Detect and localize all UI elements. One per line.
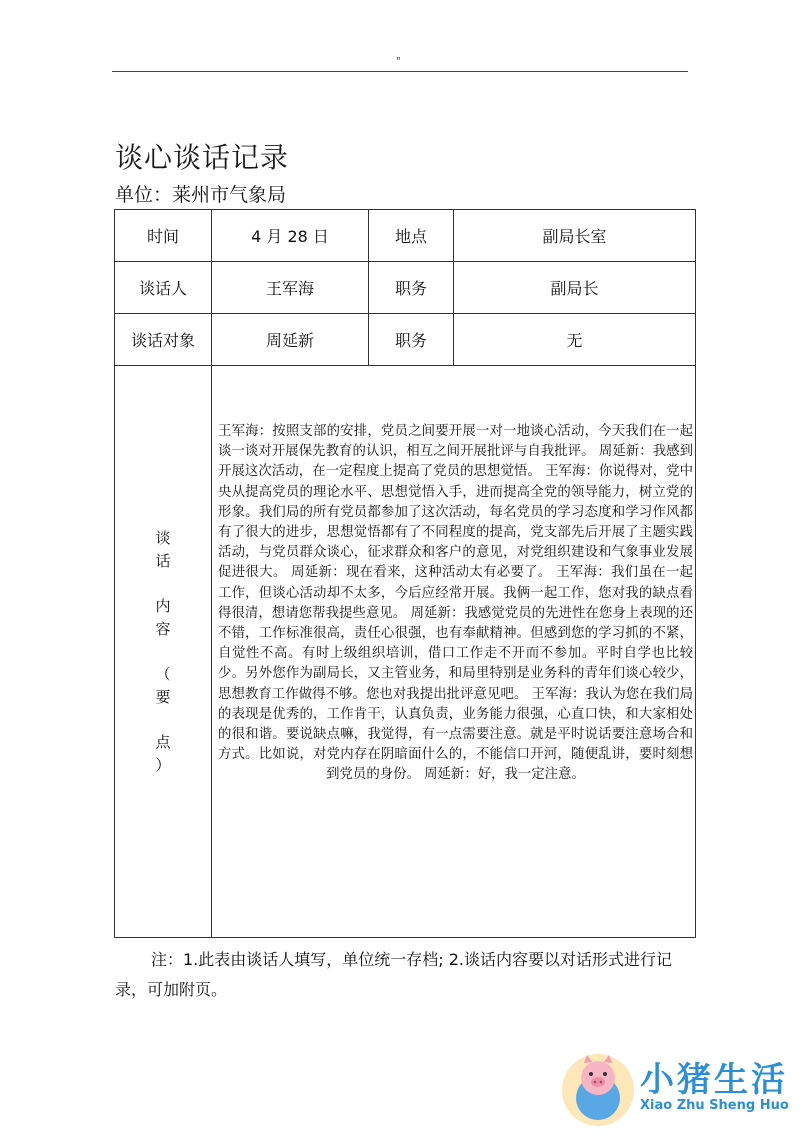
header-mark: " [396, 56, 401, 67]
content-label-cell [115, 366, 212, 938]
record-table [114, 209, 696, 938]
content-label-char: （ [155, 664, 171, 683]
content-label-char: 谈 [155, 528, 171, 547]
logo-text: 小猪生活 [640, 1060, 788, 1100]
target-label: 谈话对象 [115, 314, 212, 366]
content-text: 王军海：按照支部的安排，党员之间要开展一对一地谈心活动，今天我们在一起谈一谈对开展保先教育的认识，相互之间开展批评与自我批评。 周延新：我感到开展这次活动，在一定程度上提高了党员的思想觉悟。 王军海：你说得对，党中央从提高党员的理论水平、思想觉悟入手，进而提高全党的领导能力，树立党的形象。我们局的所有党员都参加了这次活动，每名党员的学习态度和学习作风都有了很大的进步，思想觉悟都有了不同程度的提高，党支部先后开展了主题实践活动，与党员群众谈心，征求群众和客户的意见，对党组织建设和气象事业发展促进很大。 周延新：现在看来，这种活动太有必要了。 王军海：我们虽在一起工作，但谈心活动却不太多，今后应经常开展。我俩一起工作，您对我的缺点看得很清，想请您帮我提些意见。 周延新：我感觉党员的先进性在您身上表现的还不错，工作标准很高，责任心很强，也有奉献精神。但感到您的学习抓的不紧，自觉性不高。有时上级组织培训，借口工作走不开而不参加。平时自学也比较少。另外您作为副局长，又主管业务，和局里特别是业务科的青年们谈心较少，思想教育工作做得不够。您也对我提出批评意见吧。 王军海：我认为您在我们局的表现是优秀的，工作肯干，认真负责，业务能力很强，心直口快，和大家相处的很和谐。要说缺点嘛，我觉得，有一点需要注意。就是平时说话要注意场合和方式。比如说，对党内存在阴暗面什么的，不能信口开河，随便乱讲，要时刻想到党员的身份。 周延新：好，我一定注意。 [218, 424, 693, 783]
talker-label: 谈话人 [115, 262, 212, 314]
target-value: 周延新 [212, 314, 369, 366]
table-row-content [115, 366, 696, 938]
table-row-time [115, 210, 696, 262]
place-value: 副局长室 [454, 210, 696, 262]
brand-logo [560, 1046, 800, 1132]
content-label [115, 528, 211, 774]
content-cell [212, 366, 696, 938]
place-label: 地点 [369, 210, 454, 262]
pig-mascot-icon [560, 1046, 638, 1132]
content-label-char: 要 [155, 687, 171, 706]
content-label-char: 点 [155, 732, 171, 751]
time-value: 4 月 28 日 [212, 210, 369, 262]
time-label: 时间 [115, 210, 212, 262]
talker-value: 王军海 [212, 262, 369, 314]
content-label-char: 内 [155, 596, 171, 615]
page-title: 谈心谈话记录 [115, 141, 290, 174]
table-row-target [115, 314, 696, 366]
table-row-talker [115, 262, 696, 314]
content-label-char: ） [155, 755, 171, 774]
footnote: 注：1.此表由谈话人填写，单位统一存档; 2.谈话内容要以对话形式进行记录，可加附页。 [115, 950, 673, 999]
talker-post-label: 职务 [369, 262, 454, 314]
header-rule [112, 71, 688, 72]
content-label-char: 话 [155, 551, 171, 570]
content-label-char: 容 [155, 619, 171, 638]
target-post-label: 职务 [369, 314, 454, 366]
target-post-value: 无 [454, 314, 696, 366]
talker-post-value: 副局长 [454, 262, 696, 314]
unit-line: 单位：莱州市气象局 [115, 184, 287, 206]
logo-subtext: Xiao Zhu Sheng Huo [640, 1098, 789, 1113]
